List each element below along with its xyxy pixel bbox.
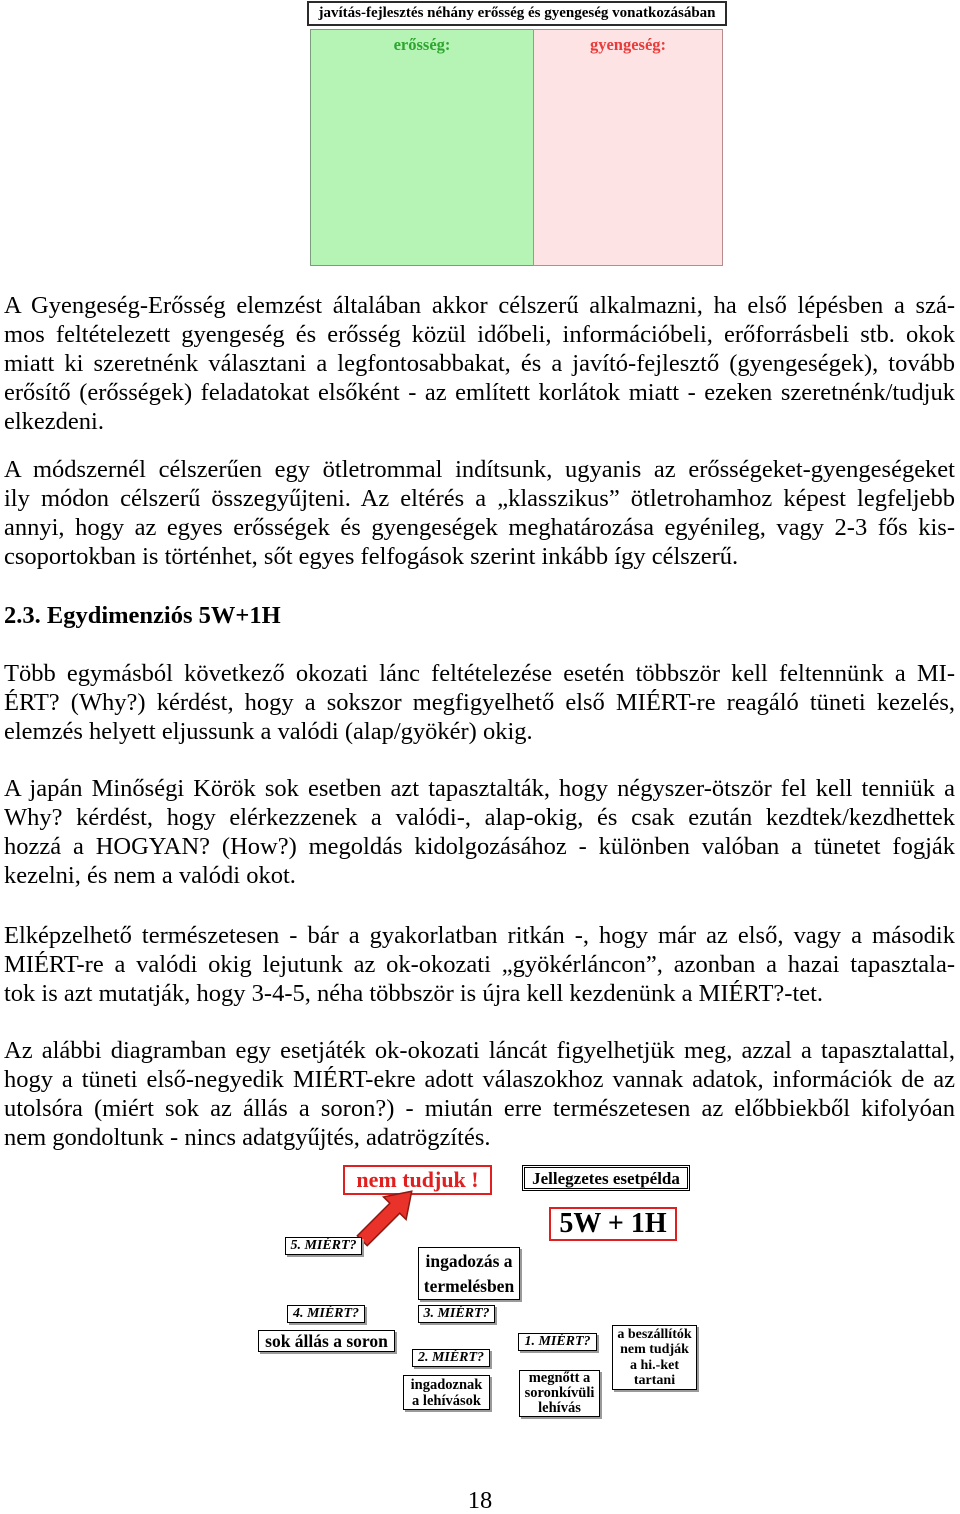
strength-panel [310, 29, 534, 266]
line-stoppage-box: sok állás a soron [258, 1330, 395, 1352]
section-heading: 2.3. Egydimenziós 5W+1H [4, 602, 281, 629]
box-line: ingadozás a [425, 1250, 513, 1271]
box-line: a beszállítók [617, 1326, 692, 1342]
case-example-box: Jellegzetes esetpélda [522, 1165, 690, 1191]
text-line: hozzá a HOGYAN? (How?) megoldás kidolgozásához - különben valóban a tünetet fogják [4, 833, 955, 860]
box-line: a hi.-ket [630, 1357, 679, 1373]
text-line: annyi, hogy az egyes erősségek és gyengeségek meghatározása egyénileg, vagy 2-3 fős kis- [4, 514, 955, 541]
special-calls-box [519, 1370, 600, 1417]
box-line: lehívás [538, 1400, 581, 1416]
why-2-label: 2. MIÉRT? [412, 1349, 490, 1367]
page-number: 18 [467, 1487, 493, 1514]
figure-title: javítás-fejlesztés néhány erősség és gyengeség vonatkozásában [307, 1, 727, 26]
strength-label: erősség: [393, 35, 451, 54]
why-5-label: 5. MIÉRT? [285, 1237, 362, 1255]
weakness-label: gyengeség: [589, 35, 667, 54]
why-3-label: 3. MIÉRT? [418, 1305, 495, 1323]
not-known-box: nem tudjuk ! [343, 1165, 492, 1195]
text-line: utolsóra (miért sok az állás a soron?) - miután erre természetesen az előbbiekből kifolyóan [4, 1095, 955, 1122]
text-line: Az alábbi diagramban egy esetjáték ok-okozati láncát figyelhetjük meg, azzal a tapasztalattal, [4, 1037, 955, 1064]
paragraph-root-chain [4, 921, 955, 1008]
paragraph-diagram-intro [4, 1036, 955, 1152]
text-line: kezelni, és nem a valódi okot. [4, 862, 296, 889]
box-line: soronkívüli [524, 1385, 595, 1401]
box-line: a lehívások [412, 1392, 481, 1409]
production-fluctuation-box [418, 1247, 520, 1300]
paragraph-causal-chain [4, 659, 955, 746]
box-line: ingadoznak [410, 1376, 483, 1393]
text-line: Elképzelhető természetesen - bár a gyakorlatban ritkán -, hogy már az első, vagy a második [4, 922, 955, 949]
text-line: A módszernél célszerűen egy ötletrommal indítsunk, ugyanis az erősségeket-gyengeségeket [4, 456, 955, 483]
text-line: A japán Minőségi Körök sok esetben azt tapasztalták, hogy négyszer-ötször fel kell tenniük a [4, 775, 955, 802]
suppliers-box [612, 1325, 697, 1390]
paragraph-brainstorm-method [4, 455, 955, 571]
box-line: termelésben [423, 1275, 515, 1296]
box-line: tartani [633, 1373, 676, 1388]
box-line: nem tudják [620, 1342, 689, 1357]
text-line: nem gondoltunk - nincs adatgyűjtés, adatrögzítés. [4, 1124, 491, 1151]
paragraph-quality-circles [4, 774, 955, 890]
text-line: Több egymásból következő okozati lánc feltételezése esetén többször kell feltennünk a MI- [4, 660, 955, 687]
text-line: mos feltételezett gyengeség és erősség közül időbeli, információbeli, erőforrásbeli stb. okok [4, 321, 955, 348]
text-line: miatt ki szeretnénk választani a legfontosabbakat, és a javító-fejlesztő (gyengeségek), tovább [4, 350, 955, 377]
text-line: hogy a tüneti első-negyedik MIÉRT-ekre adott válaszokhoz vannak adatok, információk de az [4, 1066, 955, 1093]
text-line: erősítő (erősségek) feladatokat elsőként - az említett korlátok miatt - ezeken szeretnénk/tudjuk [4, 379, 955, 406]
weakness-panel [533, 29, 723, 266]
text-line: tok is azt mutatják, hogy 3-4-5, néha többször is újra kell kezdenünk a MIÉRT?-tet. [4, 980, 824, 1007]
text-line: A Gyengeség-Erősség elemzést általában akkor célszerű alkalmazni, ha első lépésben a szá- [4, 292, 955, 319]
text-line: csoportokban is történhet, sőt egyes felfogások szerint inkább így célszerű. [4, 543, 739, 570]
why-1-label: 1. MIÉRT? [518, 1333, 597, 1351]
fluctuating-calls-box [403, 1375, 490, 1410]
method-5w1h-box: 5W + 1H [549, 1207, 677, 1241]
text-line: ÉRT? (Why?) kérdést, hogy a sokszor megfigyelhető első MIÉRT-re reagáló tüneti kezelés, [4, 689, 955, 716]
text-line: ily módon célszerű összegyűjteni. Az eltérés a „klasszikus” ötletrohamhoz képest legfeljebb [4, 485, 955, 512]
text-line: elkezdeni. [4, 408, 104, 435]
box-line: megnőtt a [528, 1370, 591, 1386]
text-line: Why? kérdést, hogy elérkezzenek a valódi-, alap-okig, és csak ezután kezdtek/kezdhettek [4, 804, 955, 831]
why-4-label: 4. MIÉRT? [287, 1305, 365, 1323]
text-line: elemzés helyett eljussunk a valódi (alap/gyökér) okig. [4, 718, 533, 745]
text-line: MIÉRT-re a valódi okig lejutunk az ok-okozati „gyökérláncon”, azonban a hazai tapasztala- [4, 951, 955, 978]
paragraph-analysis-intro [4, 291, 955, 436]
